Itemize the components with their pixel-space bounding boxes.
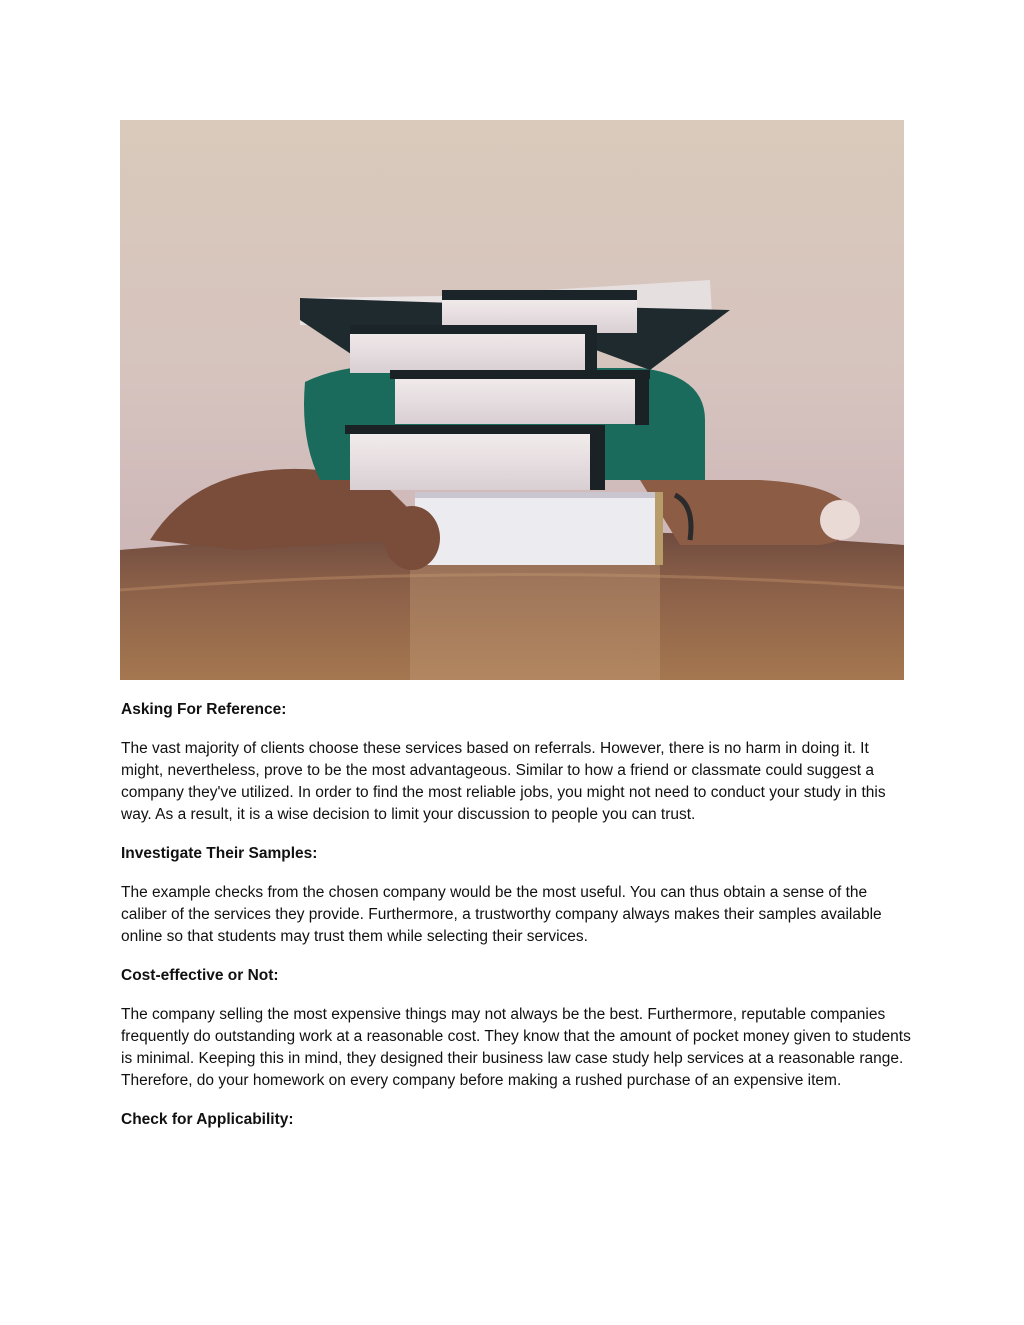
section-paragraph-cost-effective: The company selling the most expensive things may not always be the best. Furthermore, reputable companies frequently do outstanding work at a reasonable cost. They know that the amount of pocket money given to students is minimal. Keeping this in mind, they designed their business law case study help services at a reasonable range. Therefore, do your homework on every company before making a rushed purchase of an expensive item.	[121, 1006, 911, 1089]
article-body	[121, 699, 911, 1148]
section-paragraph-investigate-samples: The example checks from the chosen company would be the most useful. You can thus obtain a sense of the caliber of the services they provide. Furthermore, a trustworthy company always makes their samples available online so that students may trust them while selecting their services.	[121, 884, 882, 945]
books-stack-photo	[120, 120, 904, 680]
section-heading-investigate-samples: Investigate Their Samples:	[121, 845, 318, 862]
section-paragraph-asking-for-reference: The vast majority of clients choose these services based on referrals. However, there is no harm in doing it. It might, nevertheless, prove to be the most advantageous. Similar to how a friend or classmate could suggest a company they've utilized. In order to find the most reliable jobs, you might not need to conduct your study in this way. As a result, it is a wise decision to limit your discussion to people you can trust.	[121, 740, 886, 823]
section-heading-asking-for-reference: Asking For Reference:	[121, 701, 287, 718]
section-heading-check-applicability: Check for Applicability:	[121, 1111, 294, 1128]
section-heading-cost-effective: Cost-effective or Not:	[121, 967, 279, 984]
